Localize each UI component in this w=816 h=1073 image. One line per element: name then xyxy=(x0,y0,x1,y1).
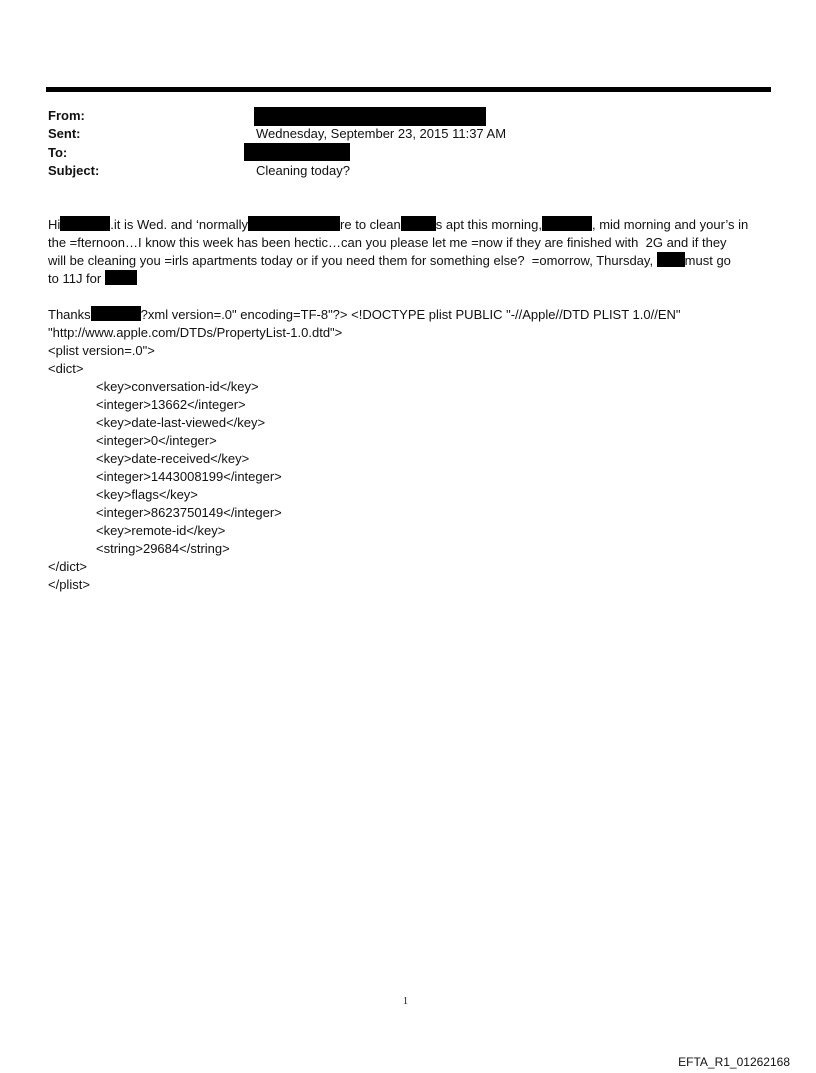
xml-line: </plist> xyxy=(48,577,90,592)
xml-line: <integer>13662</integer> xyxy=(96,397,246,412)
xml-line: <dict> xyxy=(48,361,84,376)
xml-line: </dict> xyxy=(48,559,88,574)
dtd-url-line: "http://www.apple.com/DTDs/PropertyList-1.0.dtd"> xyxy=(48,325,343,340)
xml-line: <plist version=.0"> xyxy=(48,343,155,358)
xml-line: <key>flags</key> xyxy=(96,487,198,502)
body-line-4: to 11J for xyxy=(48,270,137,288)
sent-value: Wednesday, September 23, 2015 11:37 AM xyxy=(256,126,507,141)
xml-line: <key>date-last-viewed</key> xyxy=(96,415,266,430)
subject-label: Subject: xyxy=(48,163,100,178)
to-label: To: xyxy=(48,145,68,160)
redaction-5 xyxy=(657,252,685,267)
body-line-2: the =fternoon…I know this week has been hectic…can you please let me =now if they are finished with 2G and if they xyxy=(48,235,727,250)
from-label: From: xyxy=(48,108,85,123)
body-line-1: Hi .it is Wed. and ‘normally re to clean s apt this morning, , mid morning and your’s in xyxy=(48,217,749,232)
redaction-from xyxy=(254,107,486,126)
thanks-line: Thanks ?xml version=.0" encoding=TF-8"?> <!DOCTYPE plist PUBLIC "-//Apple//DTD PLIST 1.0//EN" xyxy=(48,307,681,322)
xml-line: <integer>1443008199</integer> xyxy=(96,469,282,484)
subject-value: Cleaning today? xyxy=(256,163,350,178)
redaction-name-1 xyxy=(60,216,110,231)
page-number: 1 xyxy=(403,996,408,1007)
redaction-7 xyxy=(91,306,141,321)
document-id: EFTA_R1_01262168 xyxy=(678,1055,790,1069)
xml-line: <integer>0</integer> xyxy=(96,433,217,448)
redaction-3 xyxy=(401,216,436,231)
xml-line: <integer>8623750149</integer> xyxy=(96,505,282,520)
body-line-3: will be cleaning you =irls apartments today or if you need them for something else? =omorrow, Thursday, must go xyxy=(48,253,731,268)
redaction-to xyxy=(244,143,350,161)
xml-line: <string>29684</string> xyxy=(96,541,230,556)
header-divider xyxy=(46,87,771,92)
sent-label: Sent: xyxy=(48,126,81,141)
xml-line: <key>remote-id</key> xyxy=(96,523,226,538)
xml-line: <key>date-received</key> xyxy=(96,451,250,466)
redaction-4 xyxy=(542,216,592,231)
redaction-6 xyxy=(105,270,137,285)
redaction-2 xyxy=(248,216,340,231)
xml-line: <key>conversation-id</key> xyxy=(96,379,259,394)
